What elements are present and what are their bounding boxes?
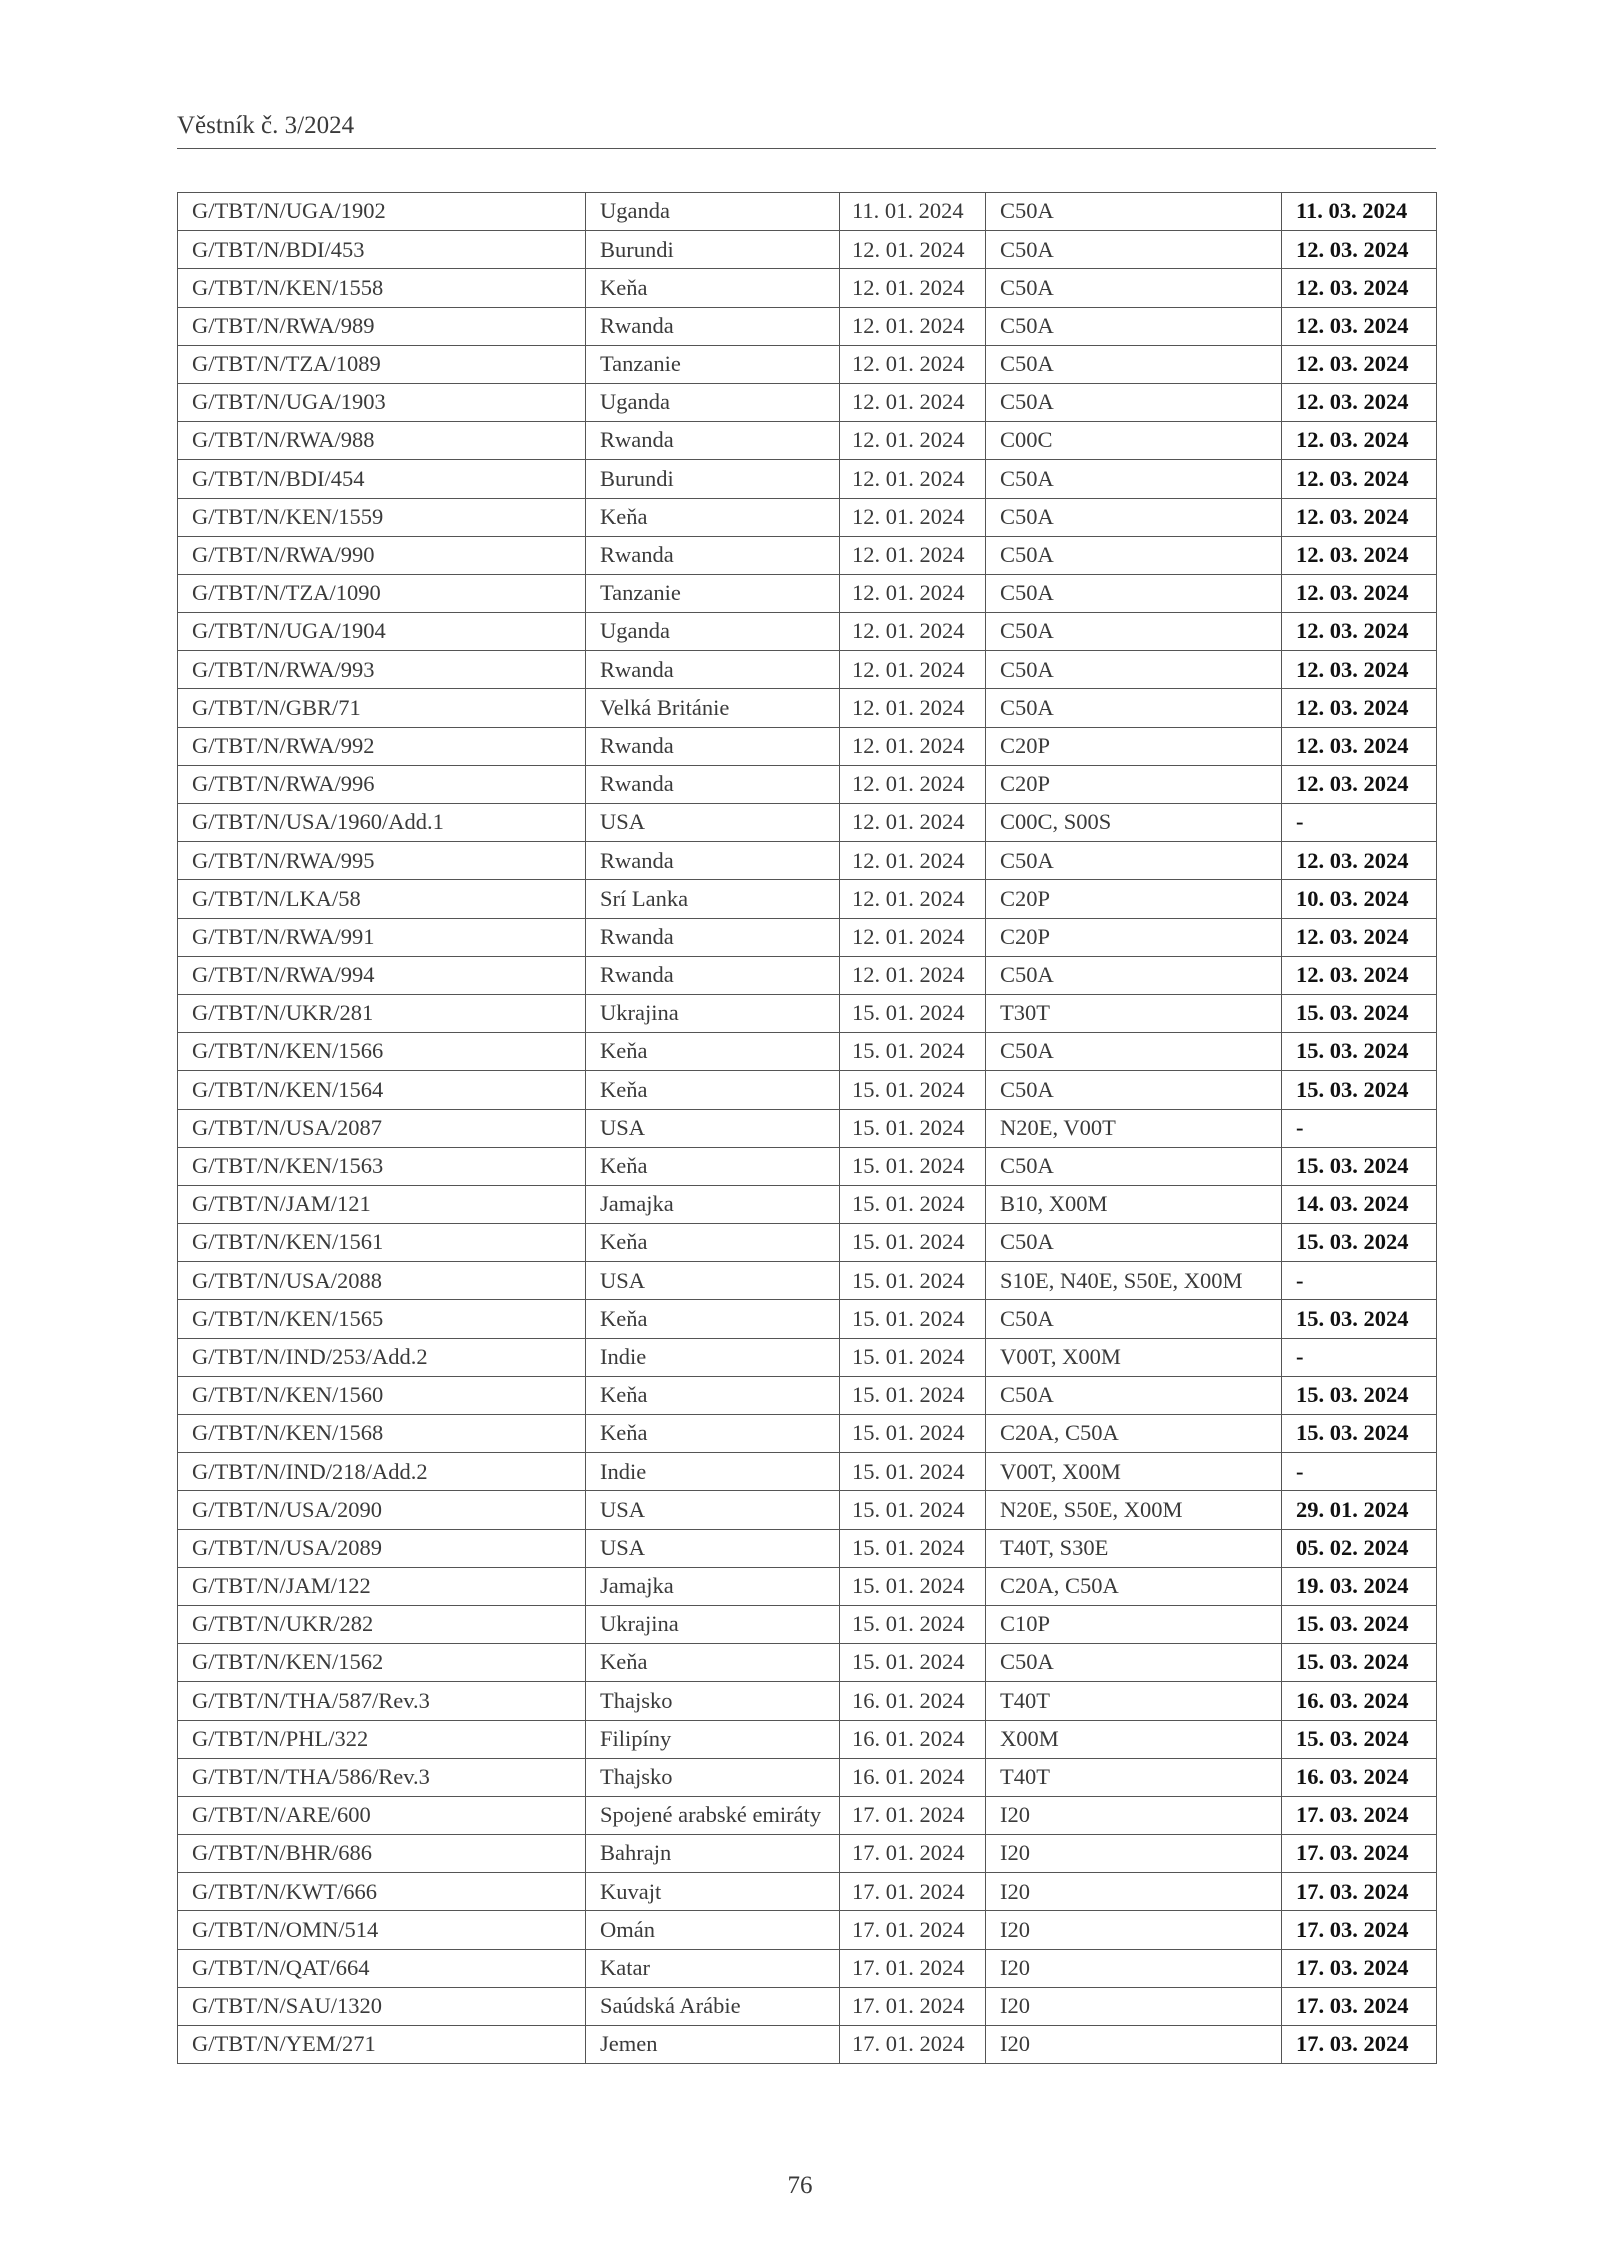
date-cell: 15. 01. 2024 <box>840 1109 986 1147</box>
table-row <box>178 994 1437 1032</box>
date-cell: 15. 01. 2024 <box>840 1262 986 1300</box>
ics-code-cell: T40T <box>986 1682 1282 1720</box>
date-cell: 15. 01. 2024 <box>840 1415 986 1453</box>
notification-code-cell: G/TBT/N/USA/2087 <box>178 1109 586 1147</box>
deadline-cell: - <box>1282 1109 1437 1147</box>
deadline-cell: 17. 03. 2024 <box>1282 1949 1437 1987</box>
notification-code-cell: G/TBT/N/RWA/989 <box>178 307 586 345</box>
ics-code-cell: C50A <box>986 1376 1282 1414</box>
deadline-cell: 12. 03. 2024 <box>1282 498 1437 536</box>
notification-code-cell: G/TBT/N/YEM/271 <box>178 2026 586 2064</box>
table-row <box>178 1987 1437 2025</box>
country-cell: Saúdská Arábie <box>586 1987 840 2025</box>
table-row <box>178 1682 1437 1720</box>
table-row <box>178 1949 1437 1987</box>
notification-code-cell: G/TBT/N/USA/2089 <box>178 1529 586 1567</box>
notification-code-cell: G/TBT/N/RWA/988 <box>178 422 586 460</box>
ics-code-cell: V00T, X00M <box>986 1338 1282 1376</box>
ics-code-cell: C50A <box>986 345 1282 383</box>
deadline-cell: 17. 03. 2024 <box>1282 1987 1437 2025</box>
notification-table <box>177 192 1437 2064</box>
ics-code-cell: I20 <box>986 1911 1282 1949</box>
table-row <box>178 383 1437 421</box>
table-row <box>178 193 1437 231</box>
ics-code-cell: C50A <box>986 536 1282 574</box>
country-cell: Omán <box>586 1911 840 1949</box>
date-cell: 15. 01. 2024 <box>840 1224 986 1262</box>
ics-code-cell: C20P <box>986 765 1282 803</box>
country-cell: USA <box>586 1262 840 1300</box>
table-row <box>178 1109 1437 1147</box>
deadline-cell: 17. 03. 2024 <box>1282 2026 1437 2064</box>
notification-code-cell: G/TBT/N/JAM/121 <box>178 1185 586 1223</box>
country-cell: Rwanda <box>586 536 840 574</box>
table-row <box>178 1453 1437 1491</box>
country-cell: Tanzanie <box>586 574 840 612</box>
notification-code-cell: G/TBT/N/UKR/281 <box>178 994 586 1032</box>
date-cell: 12. 01. 2024 <box>840 804 986 842</box>
ics-code-cell: C20P <box>986 727 1282 765</box>
deadline-cell: 17. 03. 2024 <box>1282 1911 1437 1949</box>
country-cell: Filipíny <box>586 1720 840 1758</box>
ics-code-cell: T40T <box>986 1758 1282 1796</box>
ics-code-cell: C10P <box>986 1605 1282 1643</box>
deadline-cell: 12. 03. 2024 <box>1282 689 1437 727</box>
notification-code-cell: G/TBT/N/KEN/1560 <box>178 1376 586 1414</box>
country-cell: Kuvajt <box>586 1873 840 1911</box>
deadline-cell: 29. 01. 2024 <box>1282 1491 1437 1529</box>
deadline-cell: 17. 03. 2024 <box>1282 1873 1437 1911</box>
country-cell: Rwanda <box>586 307 840 345</box>
notification-code-cell: G/TBT/N/OMN/514 <box>178 1911 586 1949</box>
notification-code-cell: G/TBT/N/RWA/990 <box>178 536 586 574</box>
notification-code-cell: G/TBT/N/QAT/664 <box>178 1949 586 1987</box>
country-cell: Jamajka <box>586 1185 840 1223</box>
notification-code-cell: G/TBT/N/GBR/71 <box>178 689 586 727</box>
table-row <box>178 1376 1437 1414</box>
date-cell: 12. 01. 2024 <box>840 269 986 307</box>
country-cell: Velká Británie <box>586 689 840 727</box>
ics-code-cell: C50A <box>986 1224 1282 1262</box>
date-cell: 17. 01. 2024 <box>840 1873 986 1911</box>
deadline-cell: 12. 03. 2024 <box>1282 460 1437 498</box>
country-cell: Burundi <box>586 231 840 269</box>
date-cell: 12. 01. 2024 <box>840 307 986 345</box>
table-row <box>178 1338 1437 1376</box>
notification-code-cell: G/TBT/N/KEN/1563 <box>178 1147 586 1185</box>
notification-code-cell: G/TBT/N/BDI/453 <box>178 231 586 269</box>
deadline-cell: 12. 03. 2024 <box>1282 422 1437 460</box>
deadline-cell: 15. 03. 2024 <box>1282 1644 1437 1682</box>
table-row <box>178 269 1437 307</box>
date-cell: 15. 01. 2024 <box>840 1147 986 1185</box>
country-cell: Srí Lanka <box>586 880 840 918</box>
ics-code-cell: C50A <box>986 231 1282 269</box>
deadline-cell: 15. 03. 2024 <box>1282 1300 1437 1338</box>
table-row <box>178 804 1437 842</box>
table-row <box>178 689 1437 727</box>
deadline-cell: 14. 03. 2024 <box>1282 1185 1437 1223</box>
deadline-cell: 12. 03. 2024 <box>1282 651 1437 689</box>
country-cell: USA <box>586 1491 840 1529</box>
country-cell: USA <box>586 1529 840 1567</box>
deadline-cell: 05. 02. 2024 <box>1282 1529 1437 1567</box>
deadline-cell: 15. 03. 2024 <box>1282 1033 1437 1071</box>
deadline-cell: 12. 03. 2024 <box>1282 536 1437 574</box>
deadline-cell: 17. 03. 2024 <box>1282 1835 1437 1873</box>
ics-code-cell: N20E, V00T <box>986 1109 1282 1147</box>
ics-code-cell: C50A <box>986 1147 1282 1185</box>
notification-code-cell: G/TBT/N/KEN/1562 <box>178 1644 586 1682</box>
notification-code-cell: G/TBT/N/UGA/1902 <box>178 193 586 231</box>
ics-code-cell: X00M <box>986 1720 1282 1758</box>
ics-code-cell: C20A, C50A <box>986 1415 1282 1453</box>
ics-code-cell: C20P <box>986 918 1282 956</box>
ics-code-cell: C50A <box>986 383 1282 421</box>
country-cell: Thajsko <box>586 1682 840 1720</box>
notification-code-cell: G/TBT/N/USA/2090 <box>178 1491 586 1529</box>
ics-code-cell: B10, X00M <box>986 1185 1282 1223</box>
ics-code-cell: C50A <box>986 460 1282 498</box>
ics-code-cell: C20P <box>986 880 1282 918</box>
notification-code-cell: G/TBT/N/RWA/993 <box>178 651 586 689</box>
deadline-cell: 17. 03. 2024 <box>1282 1796 1437 1834</box>
deadline-cell: 10. 03. 2024 <box>1282 880 1437 918</box>
country-cell: Rwanda <box>586 765 840 803</box>
notification-code-cell: G/TBT/N/RWA/992 <box>178 727 586 765</box>
country-cell: Uganda <box>586 383 840 421</box>
ics-code-cell: C50A <box>986 574 1282 612</box>
table-row <box>178 1224 1437 1262</box>
notification-code-cell: G/TBT/N/UGA/1904 <box>178 613 586 651</box>
notification-code-cell: G/TBT/N/RWA/991 <box>178 918 586 956</box>
ics-code-cell: C00C <box>986 422 1282 460</box>
ics-code-cell: V00T, X00M <box>986 1453 1282 1491</box>
date-cell: 12. 01. 2024 <box>840 880 986 918</box>
ics-code-cell: C50A <box>986 651 1282 689</box>
notification-code-cell: G/TBT/N/PHL/322 <box>178 1720 586 1758</box>
page-number: 76 <box>787 2172 813 2199</box>
date-cell: 12. 01. 2024 <box>840 651 986 689</box>
table-row <box>178 1605 1437 1643</box>
ics-code-cell: C50A <box>986 956 1282 994</box>
date-cell: 12. 01. 2024 <box>840 536 986 574</box>
date-cell: 17. 01. 2024 <box>840 1949 986 1987</box>
notification-code-cell: G/TBT/N/USA/1960/Add.1 <box>178 804 586 842</box>
deadline-cell: 12. 03. 2024 <box>1282 613 1437 651</box>
table-row <box>178 842 1437 880</box>
date-cell: 12. 01. 2024 <box>840 383 986 421</box>
table-row <box>178 727 1437 765</box>
deadline-cell: 12. 03. 2024 <box>1282 307 1437 345</box>
country-cell: Ukrajina <box>586 1605 840 1643</box>
date-cell: 12. 01. 2024 <box>840 231 986 269</box>
country-cell: Keňa <box>586 269 840 307</box>
ics-code-cell: C00C, S00S <box>986 804 1282 842</box>
ics-code-cell: C50A <box>986 1033 1282 1071</box>
date-cell: 12. 01. 2024 <box>840 689 986 727</box>
country-cell: Uganda <box>586 613 840 651</box>
country-cell: Rwanda <box>586 422 840 460</box>
country-cell: Keňa <box>586 1147 840 1185</box>
ics-code-cell: C50A <box>986 1644 1282 1682</box>
table-row <box>178 1796 1437 1834</box>
ics-code-cell: C20A, C50A <box>986 1567 1282 1605</box>
ics-code-cell: C50A <box>986 1071 1282 1109</box>
deadline-cell: 12. 03. 2024 <box>1282 842 1437 880</box>
country-cell: Keňa <box>586 498 840 536</box>
ics-code-cell: N20E, S50E, X00M <box>986 1491 1282 1529</box>
country-cell: Keňa <box>586 1033 840 1071</box>
date-cell: 15. 01. 2024 <box>840 1300 986 1338</box>
date-cell: 15. 01. 2024 <box>840 994 986 1032</box>
notification-code-cell: G/TBT/N/SAU/1320 <box>178 1987 586 2025</box>
country-cell: Rwanda <box>586 727 840 765</box>
notification-code-cell: G/TBT/N/KEN/1558 <box>178 269 586 307</box>
country-cell: Jamajka <box>586 1567 840 1605</box>
date-cell: 15. 01. 2024 <box>840 1033 986 1071</box>
deadline-cell: 15. 03. 2024 <box>1282 1376 1437 1414</box>
table-row <box>178 765 1437 803</box>
deadline-cell: 19. 03. 2024 <box>1282 1567 1437 1605</box>
deadline-cell: 15. 03. 2024 <box>1282 994 1437 1032</box>
table-row <box>178 1644 1437 1682</box>
table-row <box>178 1835 1437 1873</box>
notification-code-cell: G/TBT/N/IND/218/Add.2 <box>178 1453 586 1491</box>
table-row <box>178 231 1437 269</box>
page-header <box>177 112 1436 149</box>
date-cell: 11. 01. 2024 <box>840 193 986 231</box>
ics-code-cell: I20 <box>986 1987 1282 2025</box>
country-cell: Keňa <box>586 1415 840 1453</box>
deadline-cell: 12. 03. 2024 <box>1282 345 1437 383</box>
deadline-cell: - <box>1282 1338 1437 1376</box>
country-cell: Rwanda <box>586 842 840 880</box>
deadline-cell: - <box>1282 804 1437 842</box>
country-cell: Spojené arabské emiráty <box>586 1796 840 1834</box>
country-cell: Keňa <box>586 1300 840 1338</box>
notification-code-cell: G/TBT/N/KEN/1568 <box>178 1415 586 1453</box>
ics-code-cell: I20 <box>986 1873 1282 1911</box>
date-cell: 12. 01. 2024 <box>840 956 986 994</box>
date-cell: 15. 01. 2024 <box>840 1529 986 1567</box>
table-row <box>178 956 1437 994</box>
country-cell: Rwanda <box>586 918 840 956</box>
table-row <box>178 1873 1437 1911</box>
ics-code-cell: I20 <box>986 1949 1282 1987</box>
date-cell: 12. 01. 2024 <box>840 727 986 765</box>
table-row <box>178 498 1437 536</box>
country-cell: USA <box>586 1109 840 1147</box>
notification-code-cell: G/TBT/N/UKR/282 <box>178 1605 586 1643</box>
country-cell: Keňa <box>586 1376 840 1414</box>
notification-code-cell: G/TBT/N/LKA/58 <box>178 880 586 918</box>
date-cell: 16. 01. 2024 <box>840 1720 986 1758</box>
ics-code-cell: S10E, N40E, S50E, X00M <box>986 1262 1282 1300</box>
table-row <box>178 536 1437 574</box>
date-cell: 12. 01. 2024 <box>840 918 986 956</box>
notification-code-cell: G/TBT/N/THA/587/Rev.3 <box>178 1682 586 1720</box>
table-row <box>178 2026 1437 2064</box>
date-cell: 15. 01. 2024 <box>840 1453 986 1491</box>
date-cell: 15. 01. 2024 <box>840 1644 986 1682</box>
date-cell: 12. 01. 2024 <box>840 345 986 383</box>
country-cell: Indie <box>586 1338 840 1376</box>
ics-code-cell: C50A <box>986 689 1282 727</box>
country-cell: Keňa <box>586 1071 840 1109</box>
ics-code-cell: I20 <box>986 1796 1282 1834</box>
country-cell: Thajsko <box>586 1758 840 1796</box>
notification-code-cell: G/TBT/N/BHR/686 <box>178 1835 586 1873</box>
notification-code-cell: G/TBT/N/USA/2088 <box>178 1262 586 1300</box>
deadline-cell: 16. 03. 2024 <box>1282 1682 1437 1720</box>
deadline-cell: 12. 03. 2024 <box>1282 269 1437 307</box>
ics-code-cell: C50A <box>986 307 1282 345</box>
table-row <box>178 613 1437 651</box>
date-cell: 12. 01. 2024 <box>840 498 986 536</box>
deadline-cell: 12. 03. 2024 <box>1282 727 1437 765</box>
journal-title: Věstník č. 3/2024 <box>177 112 355 139</box>
table-row <box>178 345 1437 383</box>
table-row <box>178 880 1437 918</box>
date-cell: 16. 01. 2024 <box>840 1758 986 1796</box>
ics-code-cell: I20 <box>986 2026 1282 2064</box>
country-cell: Indie <box>586 1453 840 1491</box>
table-row <box>178 307 1437 345</box>
date-cell: 15. 01. 2024 <box>840 1567 986 1605</box>
deadline-cell: 15. 03. 2024 <box>1282 1605 1437 1643</box>
deadline-cell: 12. 03. 2024 <box>1282 574 1437 612</box>
table-row <box>178 1415 1437 1453</box>
table-row <box>178 1491 1437 1529</box>
table-row <box>178 1911 1437 1949</box>
date-cell: 17. 01. 2024 <box>840 1796 986 1834</box>
ics-code-cell: C50A <box>986 613 1282 651</box>
table-row <box>178 1071 1437 1109</box>
table-row <box>178 1300 1437 1338</box>
table-row <box>178 1185 1437 1223</box>
date-cell: 12. 01. 2024 <box>840 422 986 460</box>
date-cell: 16. 01. 2024 <box>840 1682 986 1720</box>
country-cell: Katar <box>586 1949 840 1987</box>
notification-code-cell: G/TBT/N/KWT/666 <box>178 1873 586 1911</box>
date-cell: 12. 01. 2024 <box>840 765 986 803</box>
notification-code-cell: G/TBT/N/RWA/994 <box>178 956 586 994</box>
notification-code-cell: G/TBT/N/KEN/1564 <box>178 1071 586 1109</box>
notification-code-cell: G/TBT/N/RWA/995 <box>178 842 586 880</box>
notification-code-cell: G/TBT/N/TZA/1090 <box>178 574 586 612</box>
country-cell: Ukrajina <box>586 994 840 1032</box>
deadline-cell: 15. 03. 2024 <box>1282 1071 1437 1109</box>
country-cell: Bahrajn <box>586 1835 840 1873</box>
ics-code-cell: T30T <box>986 994 1282 1032</box>
date-cell: 12. 01. 2024 <box>840 842 986 880</box>
deadline-cell: 12. 03. 2024 <box>1282 231 1437 269</box>
deadline-cell: 12. 03. 2024 <box>1282 383 1437 421</box>
country-cell: Uganda <box>586 193 840 231</box>
table-row <box>178 1529 1437 1567</box>
ics-code-cell: C50A <box>986 1300 1282 1338</box>
date-cell: 15. 01. 2024 <box>840 1185 986 1223</box>
deadline-cell: 12. 03. 2024 <box>1282 956 1437 994</box>
country-cell: Burundi <box>586 460 840 498</box>
table-body <box>178 193 1437 2064</box>
notification-code-cell: G/TBT/N/BDI/454 <box>178 460 586 498</box>
notification-code-cell: G/TBT/N/IND/253/Add.2 <box>178 1338 586 1376</box>
date-cell: 17. 01. 2024 <box>840 2026 986 2064</box>
date-cell: 12. 01. 2024 <box>840 574 986 612</box>
table-row <box>178 918 1437 956</box>
date-cell: 15. 01. 2024 <box>840 1491 986 1529</box>
ics-code-cell: T40T, S30E <box>986 1529 1282 1567</box>
deadline-cell: 15. 03. 2024 <box>1282 1720 1437 1758</box>
table-row <box>178 1567 1437 1605</box>
notification-code-cell: G/TBT/N/KEN/1561 <box>178 1224 586 1262</box>
country-cell: Rwanda <box>586 651 840 689</box>
table-row <box>178 422 1437 460</box>
ics-code-cell: C50A <box>986 269 1282 307</box>
deadline-cell: - <box>1282 1453 1437 1491</box>
date-cell: 12. 01. 2024 <box>840 460 986 498</box>
table-row <box>178 1720 1437 1758</box>
date-cell: 15. 01. 2024 <box>840 1338 986 1376</box>
date-cell: 12. 01. 2024 <box>840 613 986 651</box>
notification-code-cell: G/TBT/N/ARE/600 <box>178 1796 586 1834</box>
notification-code-cell: G/TBT/N/UGA/1903 <box>178 383 586 421</box>
notification-code-cell: G/TBT/N/KEN/1565 <box>178 1300 586 1338</box>
date-cell: 17. 01. 2024 <box>840 1911 986 1949</box>
deadline-cell: 15. 03. 2024 <box>1282 1415 1437 1453</box>
date-cell: 17. 01. 2024 <box>840 1987 986 2025</box>
ics-code-cell: C50A <box>986 842 1282 880</box>
ics-code-cell: C50A <box>986 498 1282 536</box>
country-cell: USA <box>586 804 840 842</box>
notification-code-cell: G/TBT/N/KEN/1566 <box>178 1033 586 1071</box>
country-cell: Keňa <box>586 1224 840 1262</box>
table-row <box>178 1262 1437 1300</box>
deadline-cell: 15. 03. 2024 <box>1282 1224 1437 1262</box>
table-row <box>178 574 1437 612</box>
date-cell: 15. 01. 2024 <box>840 1376 986 1414</box>
table-row <box>178 1033 1437 1071</box>
country-cell: Jemen <box>586 2026 840 2064</box>
country-cell: Rwanda <box>586 956 840 994</box>
table-row <box>178 460 1437 498</box>
table-row <box>178 1147 1437 1185</box>
table-row <box>178 651 1437 689</box>
ics-code-cell: C50A <box>986 193 1282 231</box>
notification-code-cell: G/TBT/N/JAM/122 <box>178 1567 586 1605</box>
table-row <box>178 1758 1437 1796</box>
deadline-cell: 12. 03. 2024 <box>1282 765 1437 803</box>
date-cell: 17. 01. 2024 <box>840 1835 986 1873</box>
ics-code-cell: I20 <box>986 1835 1282 1873</box>
notification-code-cell: G/TBT/N/RWA/996 <box>178 765 586 803</box>
notification-code-cell: G/TBT/N/KEN/1559 <box>178 498 586 536</box>
deadline-cell: 12. 03. 2024 <box>1282 918 1437 956</box>
notification-code-cell: G/TBT/N/TZA/1089 <box>178 345 586 383</box>
deadline-cell: 11. 03. 2024 <box>1282 193 1437 231</box>
deadline-cell: 15. 03. 2024 <box>1282 1147 1437 1185</box>
date-cell: 15. 01. 2024 <box>840 1605 986 1643</box>
country-cell: Tanzanie <box>586 345 840 383</box>
country-cell: Keňa <box>586 1644 840 1682</box>
date-cell: 15. 01. 2024 <box>840 1071 986 1109</box>
notification-code-cell: G/TBT/N/THA/586/Rev.3 <box>178 1758 586 1796</box>
deadline-cell: 16. 03. 2024 <box>1282 1758 1437 1796</box>
deadline-cell: - <box>1282 1262 1437 1300</box>
